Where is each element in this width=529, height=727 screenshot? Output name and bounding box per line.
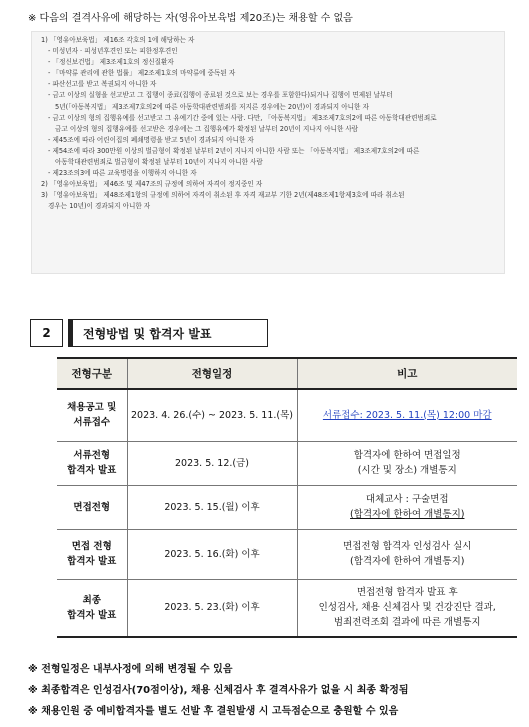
header-remarks: 비고 <box>297 358 517 389</box>
row-category-line: 합격자 발표 <box>67 465 117 476</box>
header-schedule: 전형일정 <box>127 358 297 389</box>
row-category <box>57 579 127 637</box>
schedule-row-interview-result <box>57 529 517 579</box>
row-remark-line: 인성검사, 채용 신체검사 및 건강진단 결과, <box>318 602 496 614</box>
application-deadline-link[interactable]: 서류접수: 2023. 5. 11.(목) 12:00 마감 <box>322 409 492 421</box>
row-date: 2023. 5. 12.(금) <box>127 441 297 485</box>
row-category <box>57 485 127 529</box>
row-remark-line: (시간 및 장소) 개별통지 <box>357 465 457 476</box>
note-line: ※ 최종합격은 인성검사(70점이상), 채용 신체검사 후 결격사유가 없을 시 최종 확정됨 <box>28 685 409 696</box>
schedule-row-final-result <box>57 579 517 637</box>
row-remark-line: 면접전형 합격자 발표 후 <box>356 587 458 599</box>
disqualification-intro: ※ 다음의 결격사유에 해당하는 자(영유아보육법 제20조)는 채용할 수 없음 <box>28 13 353 24</box>
row-category-line: 합격자 발표 <box>67 556 117 567</box>
section-title: 전형방법 및 합격자 발표 <box>68 319 268 347</box>
row-category <box>57 529 127 579</box>
disqualification-line: 2) 「영유아보육법」 제46조 및 제47조의 규정에 의하여 자격이 정지중인 자 <box>41 180 263 189</box>
row-category-line: 면접전형 <box>73 501 111 513</box>
note-line: ※ 채용인원 중 예비합격자를 별도 선발 후 결원발생 시 고득점순으로 충원할 수 있음 <box>28 706 399 717</box>
row-category <box>57 389 127 441</box>
row-remark <box>297 529 517 579</box>
section-heading <box>30 319 268 347</box>
section-number: 2 <box>30 319 63 347</box>
row-remark-line: (합격자에 한하여 개별통지) <box>350 509 465 520</box>
row-category-line: 최종 <box>82 594 101 606</box>
disqualification-line: - 파산선고를 받고 복권되지 아니한 자 <box>48 80 157 89</box>
disqualification-line: - 「정신보건법」 제3조제1호의 정신질환자 <box>48 58 174 67</box>
row-remark <box>297 441 517 485</box>
row-category-line: 채용공고 및 <box>67 402 117 414</box>
disqualification-line: - 제45조에 따라 어린이집의 폐쇄명령을 받고 5년이 경과되지 아니한 자 <box>48 135 254 144</box>
row-remark <box>297 579 517 637</box>
notes <box>28 659 523 722</box>
row-remark-line: 합격자에 한하여 면접일정 <box>353 450 461 461</box>
disqualification-line: 경우는 10년)이 경과되지 아니한 자 <box>48 202 151 211</box>
row-remark <box>297 389 517 441</box>
row-date: 2023. 5. 16.(화) 이후 <box>127 529 297 579</box>
row-remark-line: (합격자에 한하여 개별통지) <box>350 556 465 567</box>
row-category-line: 합격자 발표 <box>67 609 117 621</box>
note-line: ※ 전형일정은 내부사정에 의해 변경될 수 있음 <box>28 664 233 675</box>
disqualification-line: - 금고 이상의 형의 집행유예를 선고받고 그 유예기간 중에 있는 사람. 다만, 「아동복지법」 제3조제7호의2에 따른 아동학대관련범죄로 <box>48 113 437 122</box>
row-remark-line: 범죄전력조회 결과에 따른 개별통지 <box>333 617 481 629</box>
disqualification-line: - 「마약류 관리에 관한 법률」 제2조제1호의 마약류에 중독된 자 <box>48 69 236 78</box>
disqualification-line: - 제23조의3에 따른 교육명령을 이행하지 아니한 자 <box>48 169 197 178</box>
disqualification-line: - 미성년자 · 피성년후견인 또는 피한정후견인 <box>48 47 178 56</box>
disqualification-line: - 금고 이상의 실형을 선고받고 그 집행이 종료(집행이 종료된 것으로 보는 경우를 포함한다)되거나 집행이 면제된 날부터 <box>48 91 393 100</box>
disqualification-line: 아동학대관련범죄로 벌금형이 확정된 날부터 10년이 지나지 아니한 사람 <box>55 158 263 167</box>
row-category-line: 서류전형 <box>73 450 111 461</box>
row-date: 2023. 5. 23.(화) 이후 <box>127 579 297 637</box>
schedule-row-posting <box>57 389 517 441</box>
disqualification-line: - 제54조에 따라 300만원 이상의 벌금형이 확정된 날부터 2년이 지나지 아니한 사람 또는 「아동복지법」 제3조제7호의2에 따른 <box>48 146 420 155</box>
row-category <box>57 441 127 485</box>
row-remark-line: 면접전형 합격자 인성검사 실시 <box>343 541 472 552</box>
schedule-header-row <box>57 358 517 389</box>
schedule-row-interview <box>57 485 517 529</box>
row-date: 2023. 5. 15.(월) 이후 <box>127 485 297 529</box>
row-category-line: 서류접수 <box>73 417 111 429</box>
disqualification-box <box>31 31 505 274</box>
disqualification-line: 5년(「아동복지법」 제3조제7호의2에 따른 아동학대관련범죄를 저지른 경우에는 20년)이 경과되지 아니한 자 <box>55 102 369 111</box>
schedule-row-document-result <box>57 441 517 485</box>
row-date: 2023. 4. 26.(수) ~ 2023. 5. 11.(목) <box>127 389 297 441</box>
row-remark <box>297 485 517 529</box>
row-category-line: 면접 전형 <box>71 541 112 552</box>
row-remark-line: 대체교사 : 구술면접 <box>365 494 449 505</box>
header-category: 전형구분 <box>57 358 127 389</box>
schedule-table <box>57 357 517 638</box>
disqualification-line: 3) 「영유아보육법」 제48조제1항의 규정에 의하여 자격이 취소된 후 자격 재교부 기한 2년(제48조제1항제3호에 따라 취소된 <box>41 191 405 200</box>
disqualification-line: 금고 이상의 형의 집행유예를 선고받은 경우에는 그 집행유예가 확정된 날부터 20년이 지나지 아니한 사람 <box>55 124 359 133</box>
disqualification-line: 1) 「영유아보육법」 제16조 각호의 1에 해당하는 자 <box>41 36 195 44</box>
